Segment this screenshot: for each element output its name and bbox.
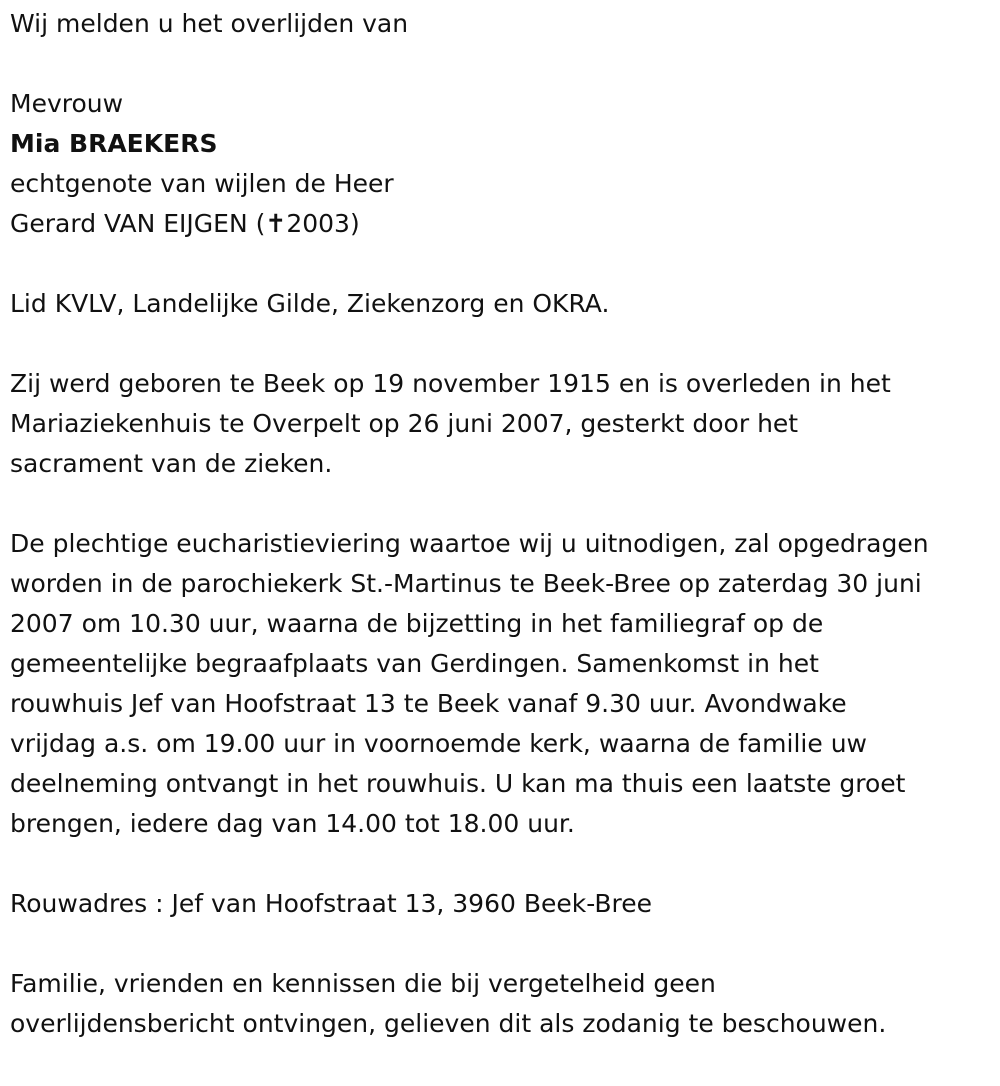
- salutation: Mevrouw: [10, 89, 124, 118]
- spacer: [10, 44, 994, 84]
- mourning-address: Rouwadres : Jef van Hoofstraat 13, 3960 Beek-Bree: [10, 889, 653, 918]
- paragraph-line: Familie, vrienden en kennissen die bij vergetelheid geen: [10, 969, 716, 998]
- paragraph-line: De plechtige eucharistieviering waartoe wij u uitnodigen, zal opgedragen: [10, 529, 929, 558]
- spacer: [10, 244, 994, 284]
- ceremony-paragraph: [10, 524, 994, 844]
- paragraph-line: rouwhuis Jef van Hoofstraat 13 te Beek vanaf 9.30 uur. Avondwake: [10, 689, 847, 718]
- spouse-name: Gerard VAN EIJGEN (✝2003): [10, 209, 360, 238]
- paragraph-line: 2007 om 10.30 uur, waarna de bijzetting in het familiegraf op de: [10, 609, 824, 638]
- spacer: [10, 924, 994, 964]
- paragraph-line: brengen, iedere dag van 14.00 tot 18.00 uur.: [10, 809, 575, 838]
- death-notice: [10, 4, 994, 1044]
- paragraph-line: Mariaziekenhuis te Overpelt op 26 juni 2007, gesterkt door het: [10, 409, 799, 438]
- paragraph-line: sacrament van de zieken.: [10, 449, 333, 478]
- deceased-name: Mia BRAEKERS: [10, 129, 218, 158]
- spacer: [10, 844, 994, 884]
- birth-death-paragraph: [10, 364, 994, 484]
- paragraph-line: Zij werd geboren te Beek op 19 november 1915 en is overleden in het: [10, 369, 891, 398]
- paragraph-line: deelneming ontvangt in het rouwhuis. U kan ma thuis een laatste groet: [10, 769, 906, 798]
- paragraph-line: vrijdag a.s. om 19.00 uur in voornoemde kerk, waarna de familie uw: [10, 729, 867, 758]
- paragraph-line: overlijdensbericht ontvingen, gelieven dit als zodanig te beschouwen.: [10, 1009, 887, 1038]
- spacer: [10, 484, 994, 524]
- relation-text: echtgenote van wijlen de Heer: [10, 169, 394, 198]
- paragraph-line: gemeentelijke begraafplaats van Gerdingen. Samenkomst in het: [10, 649, 819, 678]
- membership-text: Lid KVLV, Landelijke Gilde, Ziekenzorg en OKRA.: [10, 289, 610, 318]
- intro-text: Wij melden u het overlijden van: [10, 9, 409, 38]
- closing-paragraph: [10, 964, 994, 1044]
- paragraph-line: worden in de parochiekerk St.-Martinus te Beek-Bree op zaterdag 30 juni: [10, 569, 922, 598]
- spacer: [10, 324, 994, 364]
